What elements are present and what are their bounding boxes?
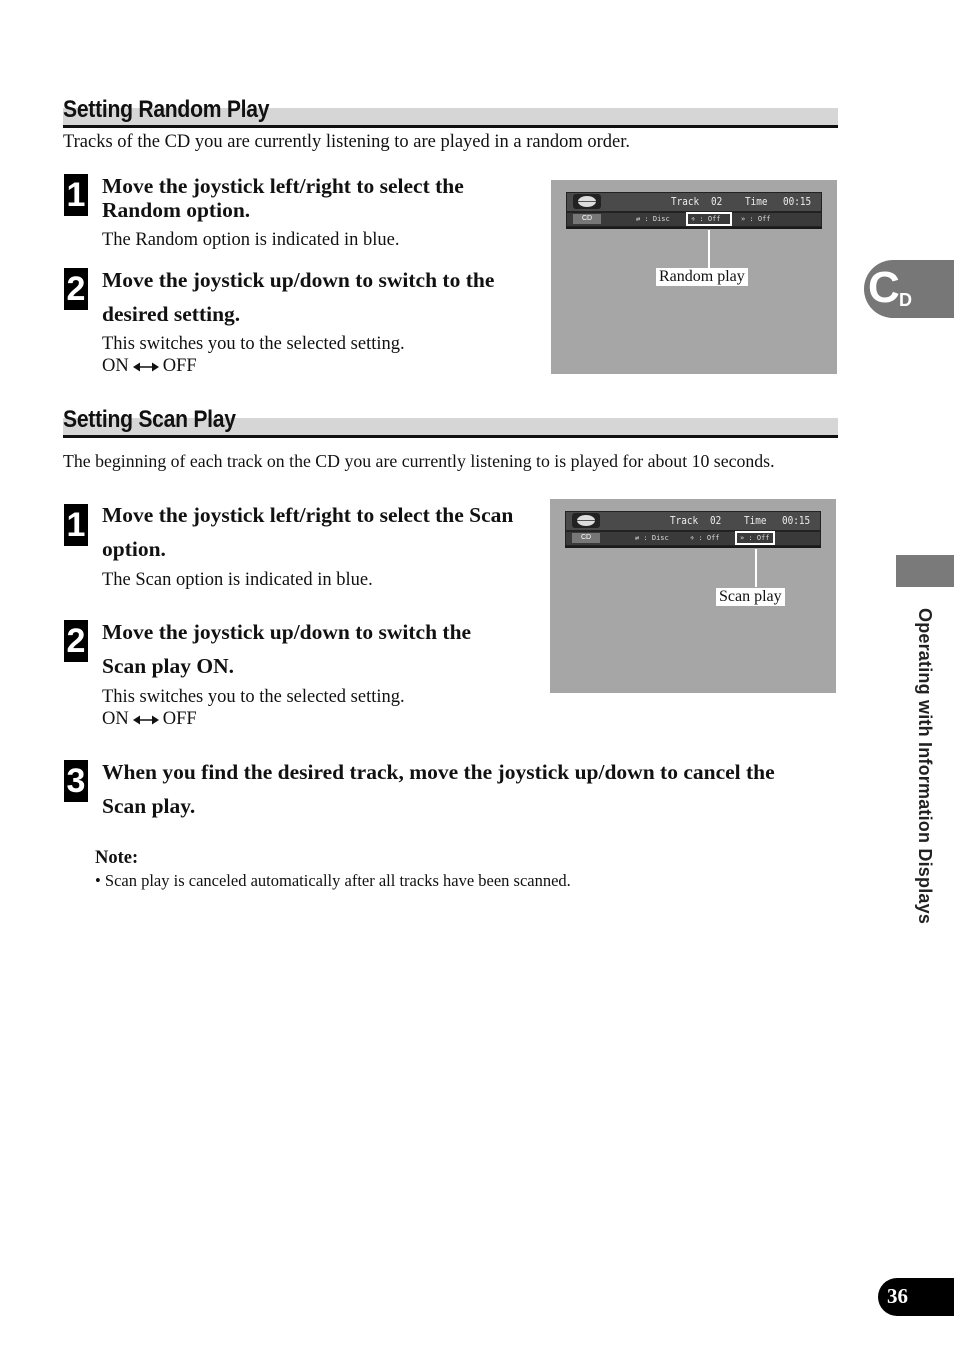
osd-repeat-option: ⇄ : Disc [636, 215, 670, 223]
scan-step1-title-line2: option. [102, 537, 166, 561]
random-intro: Tracks of the CD you are currently listening to are played in a random order. [63, 132, 631, 152]
osd-scan-option: » : Off [740, 534, 770, 542]
osd-scan-option: » : Off [741, 215, 771, 223]
osd-display [566, 192, 822, 230]
osd-track-label: Track [671, 195, 700, 208]
osd-cd-tag: CD [573, 214, 601, 224]
random-step2-title [102, 263, 494, 331]
random-step1-title [102, 174, 464, 222]
random-step2-title-line1: Move the joystick up/down to switch to the [102, 268, 495, 292]
osd-display [565, 511, 821, 549]
disc-icon [573, 194, 601, 209]
cd-tab-d: D [899, 290, 912, 310]
scan-section-header [63, 406, 838, 438]
scan-highlight-box [735, 531, 775, 545]
osd-cd-tag: CD [572, 533, 600, 543]
scan-step1-body: The Scan option is indicated in blue. [102, 570, 373, 590]
random-step1-title-line2: Random option. [102, 198, 251, 222]
osd-time-label: Time [745, 195, 768, 208]
osd-random-option: ∻ : Off [690, 534, 720, 542]
scan-step2-title [102, 615, 471, 683]
page-number: 36 [887, 1284, 908, 1308]
random-step1-title-line1: Move the joystick left/right to select the [102, 174, 464, 198]
scan-step2-title-line2: Scan play ON. [102, 654, 235, 678]
off-label: OFF [162, 709, 197, 729]
on-label: ON [102, 709, 129, 729]
scan-step1-title [102, 498, 513, 566]
osd-time-value: 00:15 [782, 514, 811, 527]
osd-time-value: 00:15 [783, 195, 812, 208]
random-screen-image [551, 180, 837, 374]
osd-track-value: 02 [711, 195, 723, 208]
scan-step1-title-line1: Move the joystick left/right to select the Scan [102, 503, 514, 527]
scan-step2-body: This switches you to the selected setting. [102, 687, 405, 707]
osd-track-value: 02 [710, 514, 722, 527]
double-arrow-icon [133, 360, 159, 374]
random-callout-label: Random play [656, 268, 748, 286]
cd-tab-c: C [868, 263, 900, 312]
scan-step2-number: 2 [64, 620, 88, 662]
scan-heading: Setting Scan Play [63, 406, 236, 433]
on-label: ON [102, 356, 129, 376]
scan-step2-title-line1: Move the joystick up/down to switch the [102, 620, 472, 644]
random-step1-body: The Random option is indicated in blue. [102, 230, 400, 250]
side-chapter-label [915, 608, 935, 1008]
random-heading: Setting Random Play [63, 96, 270, 123]
scan-callout-label: Scan play [716, 588, 785, 606]
scan-step3-title-line1: When you find the desired track, move the joystick up/down to cancel the [102, 760, 775, 784]
scan-step3-title-line2: Scan play. [102, 794, 196, 818]
callout-line [755, 549, 757, 587]
note-bullet: • Scan play is canceled automatically after all tracks have been scanned. [95, 871, 571, 890]
random-on-off [102, 355, 197, 377]
random-section-header [63, 96, 838, 128]
note-heading: Note: [95, 848, 139, 868]
scan-screen-image [550, 499, 836, 693]
random-step1-number: 1 [64, 174, 88, 216]
scan-step3-title [102, 755, 775, 823]
chapter-marker [896, 555, 954, 587]
callout-line [708, 230, 710, 268]
osd-repeat-option: ⇄ : Disc [635, 534, 669, 542]
cd-section-tab [864, 260, 954, 318]
page-number-badge [878, 1278, 954, 1316]
random-highlight-box [686, 212, 732, 226]
random-step2-title-line2: desired setting. [102, 302, 241, 326]
off-label: OFF [162, 356, 197, 376]
scan-intro: The beginning of each track on the CD you are currently listening to is played for about 10 seconds. [63, 451, 775, 471]
scan-step3-number: 3 [64, 760, 88, 802]
disc-icon [572, 513, 600, 528]
random-step2-number: 2 [64, 268, 88, 310]
osd-random-option: ∻ : Off [691, 215, 721, 223]
side-chapter-text: Operating with Information Displays [915, 608, 935, 925]
osd-time-label: Time [744, 514, 767, 527]
scan-on-off [102, 708, 197, 730]
scan-step1-number: 1 [64, 504, 88, 546]
double-arrow-icon [133, 713, 159, 727]
random-step2-body: This switches you to the selected setting. [102, 334, 405, 354]
osd-track-label: Track [670, 514, 699, 527]
